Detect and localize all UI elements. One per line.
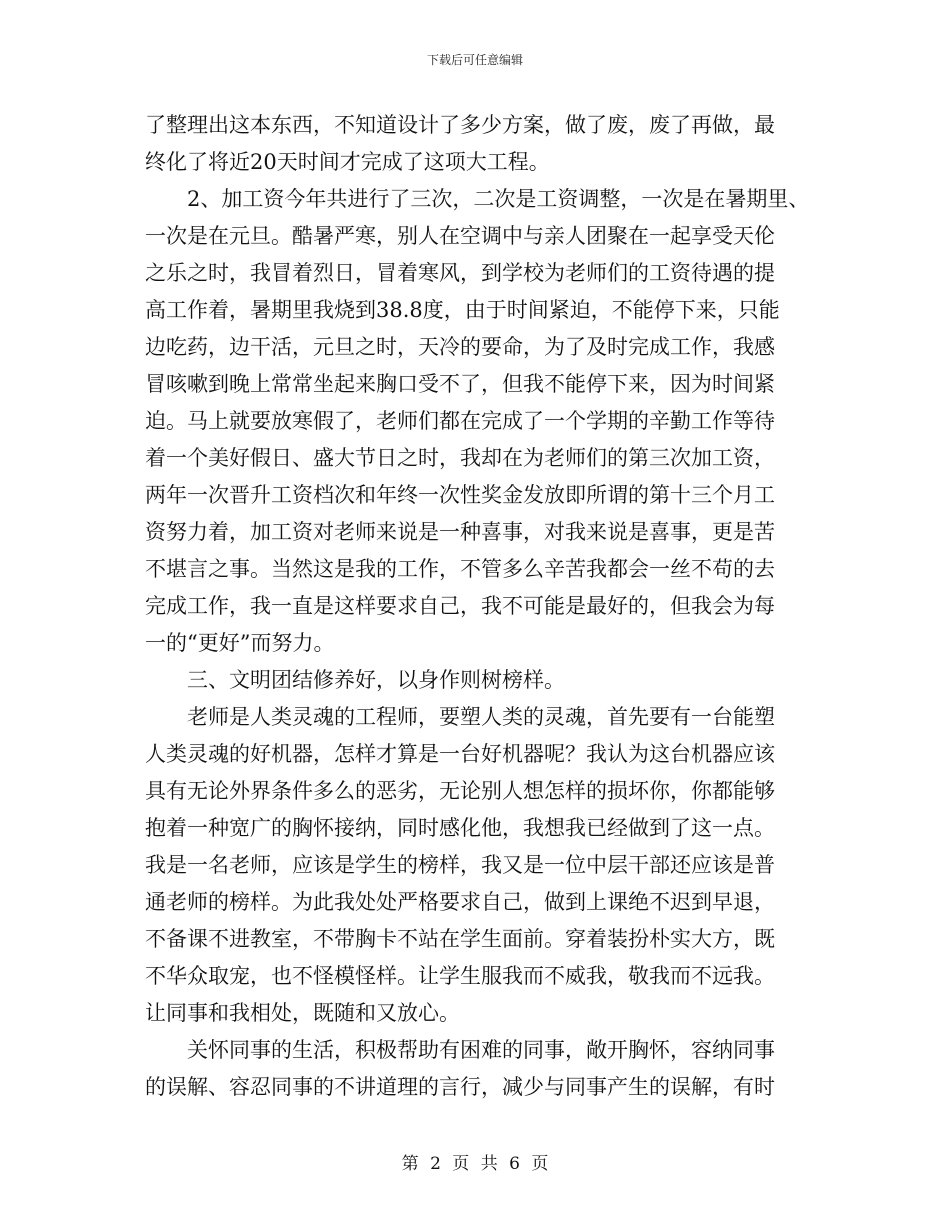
text-line: 冒咳嗽到晚上常常坐起来胸口受不了，但我不能停下来，因为时间紧 (145, 372, 775, 396)
paragraph-start-line: 关怀同事的生活，积极帮助有困难的同事，敞开胸怀，容纳同事 (187, 1038, 775, 1062)
text-line: 的误解、容忍同事的不讲道理的言行，减少与同事产生的误解，有时 (145, 1075, 775, 1099)
text-line: 具有无论外界条件多么的恶劣，无论别人想怎样的损坏你，你都能够 (145, 779, 775, 803)
text-line: 一的“更好”而努力。 (145, 631, 335, 655)
text-line: 迫。马上就要放寒假了，老师们都在完成了一个学期的辛勤工作等待 (145, 409, 775, 433)
section-heading: 三、文明团结修养好，以身作则树榜样。 (187, 668, 565, 692)
text-line: 完成工作，我一直是这样要求自己，我不可能是最好的，但我会为每 (145, 594, 775, 618)
page-header: 下载后可任意编辑 (426, 53, 523, 67)
text-line: 让同事和我相处，既随和又放心。 (145, 1001, 460, 1025)
text-line: 我是一名老师，应该是学生的榜样，我又是一位中层干部还应该是普 (145, 853, 775, 877)
paragraph-start-line: 老师是人类灵魂的工程师，要塑人类的灵魂，首先要有一台能塑 (187, 705, 775, 729)
text-line: 了整理出这本东西，不知道设计了多少方案，做了废，废了再做，最 (145, 113, 775, 137)
text-line: 两年一次晋升工资档次和年终一次性奖金发放即所谓的第十三个月工 (145, 483, 775, 507)
text-line: 一次是在元旦。酷暑严寒，别人在空调中与亲人团聚在一起享受天伦 (145, 224, 775, 248)
text-line: 终化了将近20天时间才完成了这项大工程。 (145, 150, 550, 174)
text-line: 资努力着，加工资对老师来说是一种喜事，对我来说是喜事，更是苦 (145, 520, 775, 544)
text-line: 边吃药，边干活，元旦之时，天冷的要命，为了及时完成工作，我感 (145, 335, 775, 359)
document-body (145, 107, 810, 1106)
text-line: 不华众取宠，也不怪模怪样。让学生服我而不威我，敬我而不远我。 (145, 964, 775, 988)
text-line: 不堪言之事。当然这是我的工作，不管多么辛苦我都会一丝不苟的去 (145, 557, 775, 581)
text-line: 人类灵魂的好机器，怎样才算是一台好机器呢？我认为这台机器应该 (145, 742, 775, 766)
text-line: 抱着一种宽广的胸怀接纳，同时感化他，我想我已经做到了这一点。 (145, 816, 775, 840)
text-line: 之乐之时，我冒着烈日，冒着寒风，到学校为老师们的工资待遇的提 (145, 261, 775, 285)
text-line: 不备课不进教室，不带胸卡不站在学生面前。穿着装扮朴实大方，既 (145, 927, 775, 951)
text-line: 高工作着，暑期里我烧到38.8度，由于时间紧迫，不能停下来，只能 (145, 298, 780, 322)
text-line: 着一个美好假日、盛大节日之时，我却在为老师们的第三次加工资， (145, 446, 775, 470)
text-line: 通老师的榜样。为此我处处严格要求自己，做到上课绝不迟到早退， (145, 890, 775, 914)
paragraph-start-line: 2、加工资今年共进行了三次，二次是工资调整，一次是在暑期里、 (187, 187, 810, 211)
page-number-footer: 第 2 页 共 6 页 (401, 1154, 549, 1174)
